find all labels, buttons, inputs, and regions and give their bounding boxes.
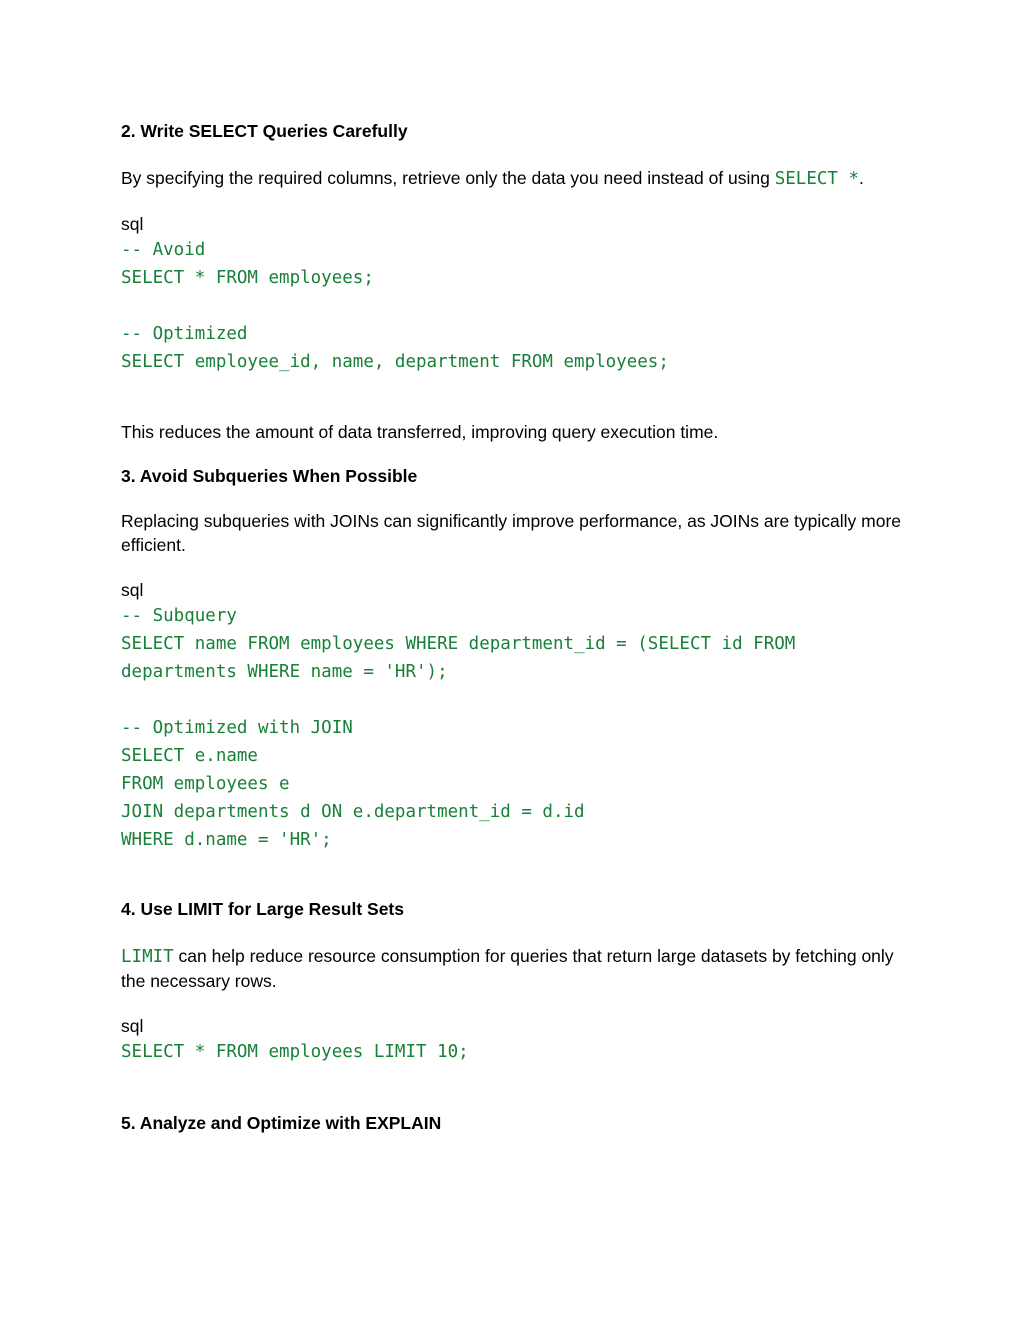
intro-end: . [859, 168, 864, 188]
code-language-label: sql [121, 214, 144, 234]
code-language-label: sql [121, 580, 144, 600]
code-block-limit: SELECT * FROM employees LIMIT 10; [121, 1042, 469, 1062]
section-heading-subqueries: 3. Avoid Subqueries When Possible [121, 466, 418, 486]
code-language-label: sql [121, 1016, 144, 1036]
section-heading-select: 2. Write SELECT Queries Carefully [121, 121, 408, 141]
inline-code-select-star: SELECT * [774, 169, 860, 189]
intro-text: can help reduce resource consumption for queries that return large datasets by fetching only the necessary rows. [121, 946, 894, 991]
section-intro-limit [121, 944, 911, 993]
section-heading-limit: 4. Use LIMIT for Large Result Sets [121, 899, 404, 919]
intro-text: By specifying the required columns, retrieve only the data you need instead of using [121, 168, 775, 188]
section-heading-explain: 5. Analyze and Optimize with EXPLAIN [121, 1113, 442, 1133]
code-block-subqueries: -- Subquery SELECT name FROM employees WHERE department_id = (SELECT id FROM departments WHERE name = 'HR'); -- Optimized with JOIN SELECT e.name FROM employees e JOIN departments d ON e.department_id = d.id WHERE d.name = 'HR'; [121, 606, 796, 850]
code-block-select: -- Avoid SELECT * FROM employees; -- Optimized SELECT employee_id, name, department FROM employees; [121, 240, 669, 372]
section-intro-subqueries: Replacing subqueries with JOINs can significantly improve performance, as JOINs are typically more efficient. [121, 511, 902, 555]
section-intro-select [121, 166, 911, 191]
inline-code-limit: LIMIT [121, 947, 174, 967]
section-note-select: This reduces the amount of data transferred, improving query execution time. [121, 422, 719, 442]
